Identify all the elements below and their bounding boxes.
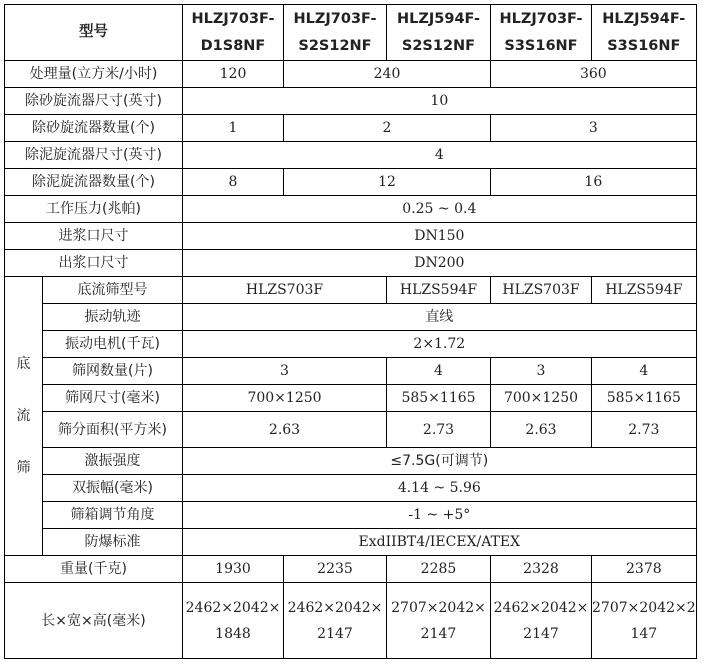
row-label-desilter-count: 除泥旋流器数量(个) — [5, 169, 183, 196]
cell-value: 3 — [491, 358, 592, 385]
row-label-track: 振动轨迹 — [43, 304, 183, 331]
header-row — [5, 5, 697, 61]
cell-value: 12 — [284, 169, 491, 196]
cell-value: 2×1.72 — [183, 331, 697, 358]
table-row — [5, 502, 697, 529]
cell-value: 3 — [183, 358, 387, 385]
cell-value: 360 — [491, 61, 697, 88]
cell-value: HLZS703F — [183, 277, 387, 304]
row-label-pressure: 工作压力(兆帕) — [5, 196, 183, 223]
row-label-desilter-size: 除泥旋流器尺寸(英寸) — [5, 142, 183, 169]
row-label-capacity: 处理量(立方米/小时) — [5, 61, 183, 88]
row-label-screen-model: 底流筛型号 — [43, 277, 183, 304]
cell-value: 2.63 — [491, 412, 592, 448]
cell-value: 1 — [183, 115, 284, 142]
cell-value: 2285 — [387, 556, 491, 583]
header-model-1: HLZJ703F- D1S8NF — [183, 5, 284, 61]
cell-value: 2.63 — [183, 412, 387, 448]
row-label-amplitude: 双振幅(毫米) — [43, 475, 183, 502]
cell-value: 2378 — [592, 556, 697, 583]
row-label-inlet: 进浆口尺寸 — [5, 223, 183, 250]
row-label-angle: 筛箱调节角度 — [43, 502, 183, 529]
table-row — [5, 169, 697, 196]
header-model-label: 型号 — [5, 5, 183, 61]
underflow-group-label: 底 流 筛 — [5, 277, 43, 556]
cell-value: 2462×2042× 2147 — [491, 583, 592, 659]
cell-value: 4 — [592, 358, 697, 385]
row-label-screen-area: 筛分面积(平方米) — [43, 412, 183, 448]
cell-value: HLZS594F — [387, 277, 491, 304]
table-row — [5, 142, 697, 169]
cell-value: 2707×2042× 2147 — [387, 583, 491, 659]
table-row — [5, 556, 697, 583]
table-row — [5, 331, 697, 358]
cell-value: 585×1165 — [387, 385, 491, 412]
table-row — [5, 115, 697, 142]
row-label-dimensions: 长×宽×高(毫米) — [5, 583, 183, 659]
table-row — [5, 412, 697, 448]
table-row — [5, 358, 697, 385]
spec-table — [4, 4, 697, 659]
row-label-explosion: 防爆标准 — [43, 529, 183, 556]
cell-value: 700×1250 — [491, 385, 592, 412]
cell-value: ExdIIBT4/IECEX/ATEX — [183, 529, 697, 556]
table-row — [5, 475, 697, 502]
table-row — [5, 304, 697, 331]
table-row — [5, 385, 697, 412]
row-label-weight: 重量(千克) — [5, 556, 183, 583]
cell-value: 240 — [284, 61, 491, 88]
row-label-screen-size: 筛网尺寸(毫米) — [43, 385, 183, 412]
cell-value: 2.73 — [387, 412, 491, 448]
cell-value: DN200 — [183, 250, 697, 277]
table-row — [5, 88, 697, 115]
cell-value: 10 — [183, 88, 697, 115]
cell-value: 3 — [491, 115, 697, 142]
cell-value: 0.25 ~ 0.4 — [183, 196, 697, 223]
row-label-screen-count: 筛网数量(片) — [43, 358, 183, 385]
cell-value: 585×1165 — [592, 385, 697, 412]
cell-value: 8 — [183, 169, 284, 196]
table-row — [5, 223, 697, 250]
cell-value: DN150 — [183, 223, 697, 250]
cell-value: 直线 — [183, 304, 697, 331]
table-row — [5, 277, 697, 304]
table-row — [5, 448, 697, 475]
row-label-desander-size: 除砂旋流器尺寸(英寸) — [5, 88, 183, 115]
table-row — [5, 250, 697, 277]
cell-value: 120 — [183, 61, 284, 88]
cell-value: 16 — [491, 169, 697, 196]
header-model-5: HLZJ594F- S3S16NF — [592, 5, 697, 61]
header-model-4: HLZJ703F- S3S16NF — [491, 5, 592, 61]
table-row — [5, 529, 697, 556]
row-label-outlet: 出浆口尺寸 — [5, 250, 183, 277]
cell-value: 2 — [284, 115, 491, 142]
header-model-3: HLZJ594F- S2S12NF — [387, 5, 491, 61]
cell-value: 4 — [387, 358, 491, 385]
cell-value: HLZS703F — [491, 277, 592, 304]
cell-value: 2235 — [284, 556, 387, 583]
cell-value: 2462×2042× 2147 — [284, 583, 387, 659]
cell-value: 1930 — [183, 556, 284, 583]
row-label-motor: 振动电机(千瓦) — [43, 331, 183, 358]
cell-value: 4.14 ~ 5.96 — [183, 475, 697, 502]
cell-value: 2.73 — [592, 412, 697, 448]
cell-value: 4 — [183, 142, 697, 169]
cell-value: 2462×2042× 1848 — [183, 583, 284, 659]
table-row — [5, 583, 697, 659]
table-row — [5, 196, 697, 223]
cell-value: ≤7.5G(可调节) — [183, 448, 697, 475]
row-label-g-force: 激振强度 — [43, 448, 183, 475]
cell-value: 2328 — [491, 556, 592, 583]
cell-value: -1 ~ +5° — [183, 502, 697, 529]
table-row — [5, 61, 697, 88]
cell-value: 700×1250 — [183, 385, 387, 412]
cell-value: HLZS594F — [592, 277, 697, 304]
cell-value: 2707×2042×2 147 — [592, 583, 697, 659]
header-model-2: HLZJ703F- S2S12NF — [284, 5, 387, 61]
row-label-desander-count: 除砂旋流器数量(个) — [5, 115, 183, 142]
